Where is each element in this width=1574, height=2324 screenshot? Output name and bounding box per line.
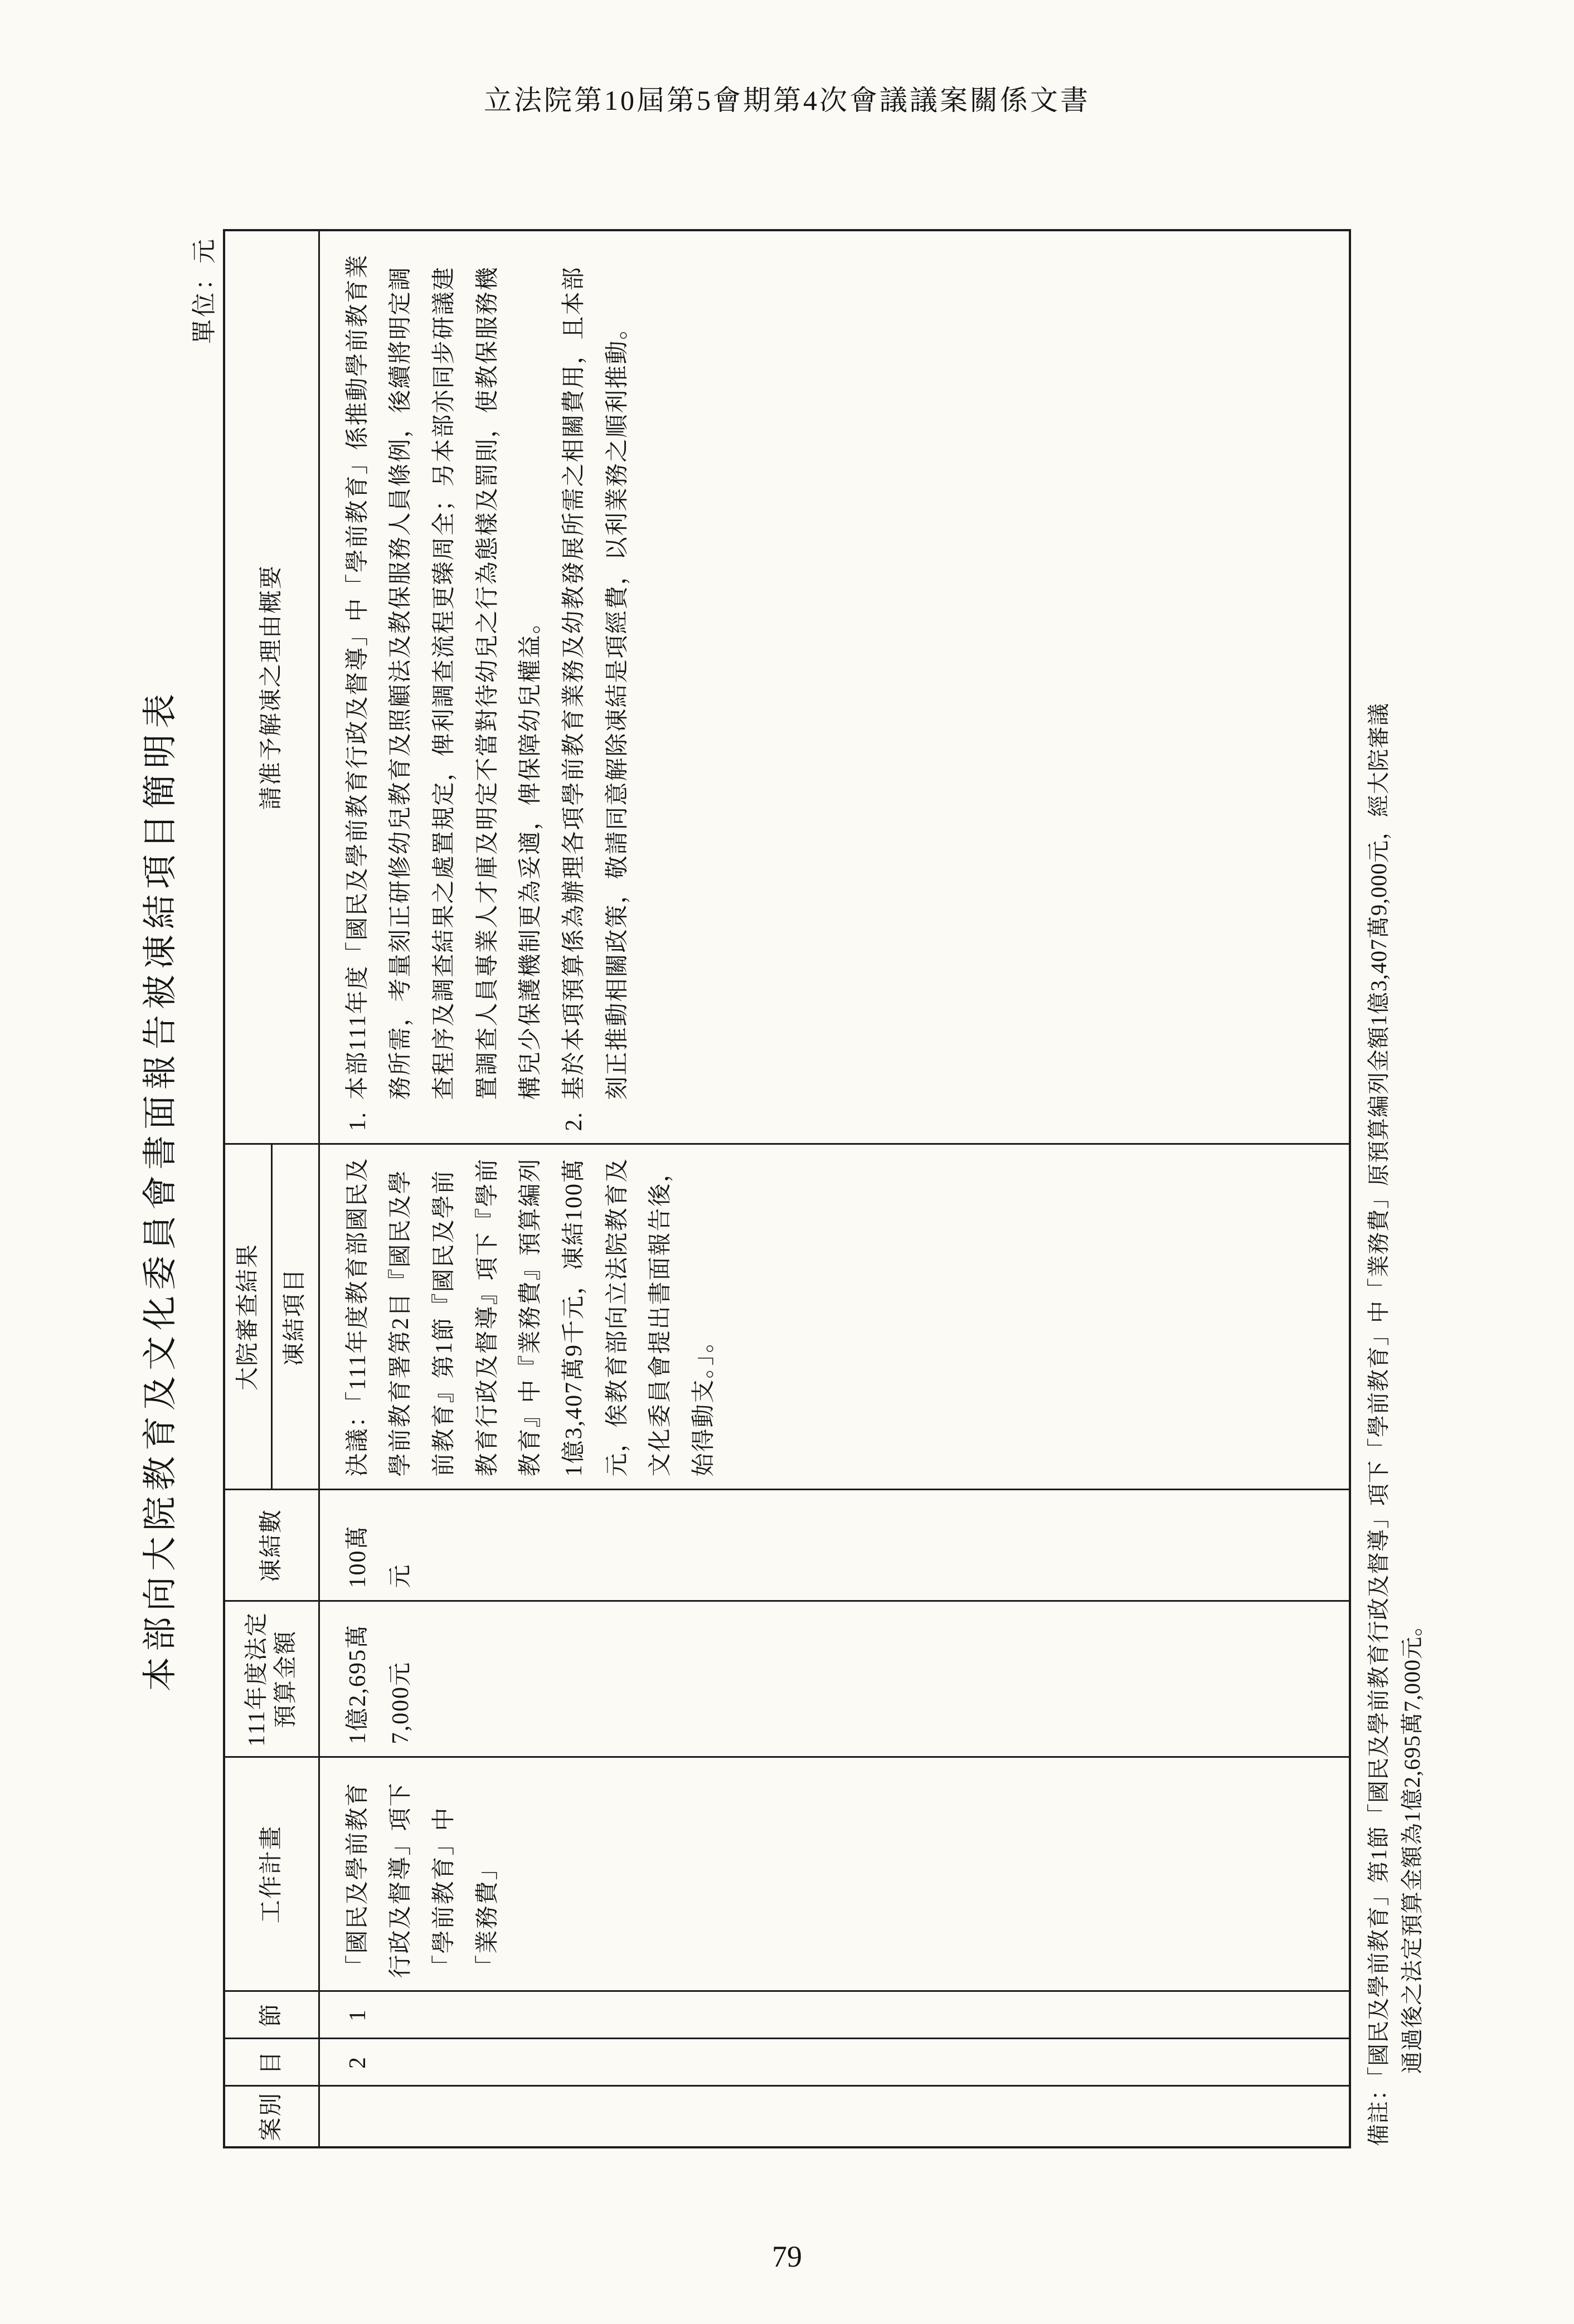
- col-header-budget-line2: 預算金額: [273, 1630, 299, 1729]
- cell-frozen-amount: 100萬元: [319, 1490, 1350, 1601]
- reason-item-2: [553, 244, 639, 1131]
- cell-case: [319, 2086, 1350, 2147]
- col-header-section: 節: [224, 1991, 319, 2039]
- cell-item: 2: [319, 2039, 1350, 2086]
- table-title: 本部向大院教育及文化委員會書面報告被凍結項目簡明表: [142, 688, 179, 1692]
- col-header-budget: [224, 1601, 319, 1757]
- col-header-frozen-amount: 凍結數: [224, 1490, 319, 1601]
- document-header: 立法院第10屆第5會期第4次會議議案關係文書: [484, 85, 1090, 116]
- cell-reason: [319, 230, 1350, 1144]
- table-row: [319, 230, 1350, 2147]
- footnote-text: 「國民及學前教育」第1節「國民及學前教育行政及督導」項下「學前教育」中「業務費」原預算編列金額1億3,407萬9,000元，經大院審議: [1366, 703, 1391, 2078]
- reason-text: 基於本項預算係為辦理各項學前教育業務及幼教發展所需之相關費用，且本部刻正推動相關政策，敬請同意解除凍結是項經費，以利業務之順利推動。: [561, 266, 630, 1100]
- reason-number: 2.: [561, 1111, 587, 1131]
- unit-label: 單位：元: [191, 237, 218, 344]
- col-header-item: 目: [224, 2039, 319, 2086]
- reason-text: 本部111年度「國民及學前教育行政及督導」中「學前教育」係推動學前教育業務所需，考量刻正研修幼兒教育及照顧法及教保服務人員條例，後續將明定調查程序及調查結果之處置規定，俾利調查流程更臻周全；另本部亦同步研議建置調查人員專業人才庫及明定不當對待幼兒之行為態樣及罰則，使教保服務機構兒少保護機制更為妥適，俾保障幼兒權益。: [344, 254, 544, 1100]
- footnote-line-1: [1362, 231, 1396, 2146]
- cell-budget: 1億2,695萬7,000元: [319, 1601, 1350, 1757]
- header-row: [224, 230, 271, 2147]
- footnote-line-2: 通過後之法定預算金額為1億2,695萬7,000元。: [1400, 1613, 1425, 2074]
- col-header-review-result: 大院審查結果: [224, 1144, 271, 1490]
- cell-work-plan: 「國民及學前教育行政及督導」項下「學前教育」中「業務費」: [319, 1757, 1350, 1991]
- col-header-budget-line1: 111年度法定: [244, 1612, 270, 1747]
- landscape-content: [135, 231, 1439, 2148]
- col-header-work-plan: 工作計畫: [224, 1757, 319, 1991]
- reason-item-1: [337, 244, 553, 1131]
- footnote: [1362, 231, 1429, 2148]
- cell-section: 1: [319, 1991, 1350, 2039]
- reason-number: 1.: [344, 1111, 371, 1131]
- frozen-items-table: [223, 229, 1351, 2148]
- rotated-table-area: [135, 231, 1439, 2148]
- footnote-label: 備註：: [1366, 2078, 1391, 2146]
- col-header-reason: 請准予解凍之理由概要: [224, 230, 319, 1144]
- cell-review-result: 決議：「111年度教育部國民及學前教育署第2目『國民及學前教育』第1節『國民及學前教育行政及督導』項下『學前教育』中『業務費』預算編列1億3,407萬9千元，凍結100萬元，俟教育部向立法院教育及文化委員會提出書面報告後，始得動支。」。: [319, 1144, 1350, 1490]
- col-header-case: 案別: [224, 2086, 319, 2147]
- page-number: 79: [772, 2240, 802, 2273]
- col-subheader-frozen-item: 凍結項目: [271, 1144, 319, 1490]
